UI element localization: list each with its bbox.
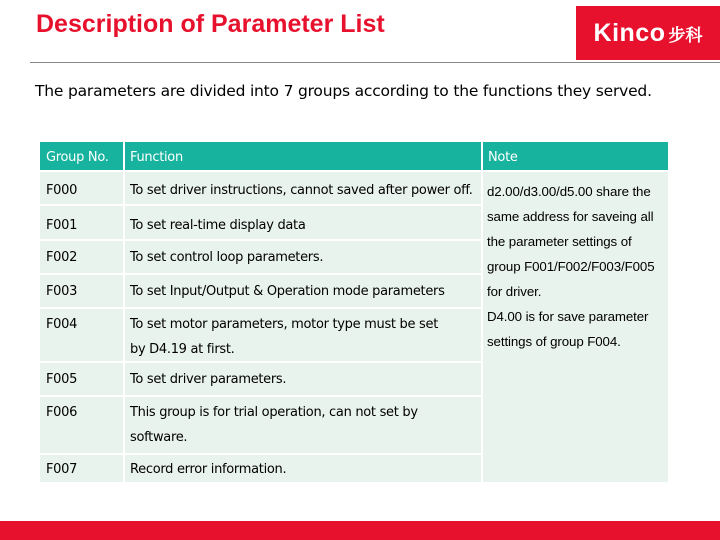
page-title: Description of Parameter List bbox=[36, 10, 385, 38]
footer-bar bbox=[0, 521, 720, 540]
cell-function-f002: To set control loop parameters. bbox=[124, 241, 482, 273]
header-function: Function bbox=[124, 142, 482, 170]
cell-note bbox=[482, 172, 668, 482]
cell-function-f006: This group is for trial operation, can not set by software. bbox=[124, 397, 482, 453]
column-divider bbox=[123, 142, 125, 482]
intro-text: The parameters are divided into 7 groups according to the functions they served. bbox=[35, 82, 652, 100]
cell-group-f001: F001 bbox=[40, 206, 124, 239]
cell-function-f000: To set driver instructions, cannot saved after power off. bbox=[124, 172, 482, 204]
cell-group-f005: F005 bbox=[40, 363, 124, 395]
logo-sub: 步科 bbox=[668, 25, 703, 45]
kinco-logo bbox=[576, 6, 720, 60]
column-divider bbox=[481, 142, 483, 482]
cell-group-f002: F002 bbox=[40, 241, 124, 273]
note-line-save-all: d2.00/d3.00/d5.00 share the same address for saveing all the parameter settings of group F001/F002/F003/F005 for driver. bbox=[487, 184, 655, 299]
cell-function-f001: To set real-time display data bbox=[124, 206, 482, 239]
cell-group-f003: F003 bbox=[40, 275, 124, 307]
title-divider bbox=[30, 62, 720, 63]
logo-brand: Kinco bbox=[593, 18, 666, 47]
note-line-save-f004: D4.00 is for save parameter settings of group F004. bbox=[487, 309, 649, 349]
header-note: Note bbox=[482, 142, 668, 170]
cell-group-f000: F000 bbox=[40, 172, 124, 204]
cell-group-f006: F006 bbox=[40, 397, 124, 453]
cell-group-f004: F004 bbox=[40, 309, 124, 361]
cell-function-f005: To set driver parameters. bbox=[124, 363, 482, 395]
cell-function-f003: To set Input/Output & Operation mode parameters bbox=[124, 275, 482, 307]
parameter-table bbox=[40, 142, 668, 482]
cell-group-f007: F007 bbox=[40, 455, 124, 482]
cell-function-f007: Record error information. bbox=[124, 455, 482, 482]
header-group-no: Group No. bbox=[40, 142, 124, 170]
cell-function-f004: To set motor parameters, motor type must be set by D4.19 at first. bbox=[124, 309, 482, 361]
